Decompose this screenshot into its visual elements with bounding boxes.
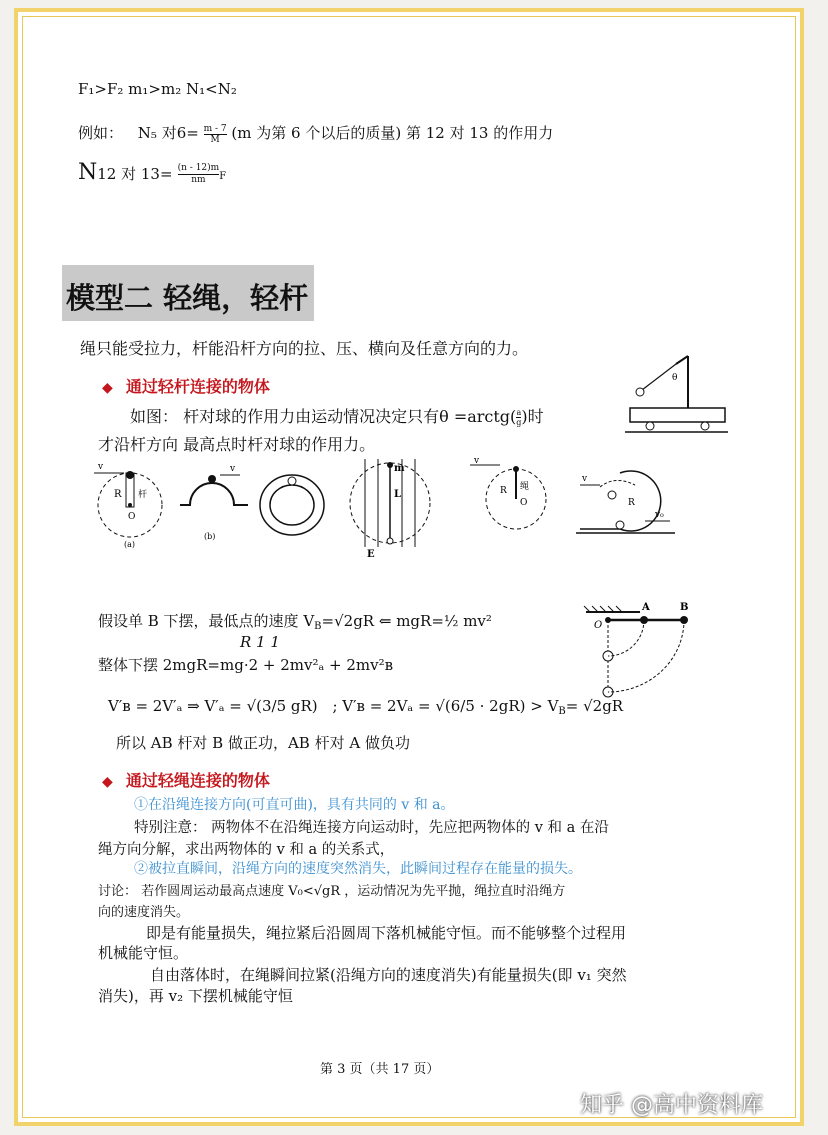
- n-symbol: N: [78, 160, 98, 185]
- label-v-rope: v: [474, 456, 480, 466]
- label-E: E: [367, 549, 375, 560]
- label-b: (b): [204, 532, 216, 541]
- label-v-track: v: [582, 474, 588, 484]
- label-A: A: [642, 602, 650, 613]
- section2-para-8: 消失)，再 v₂ 下摆机械能守恒: [98, 987, 293, 1005]
- derivation-line-3: 整体下摆 2mgR=mg·2 + 2mv²ₐ + 2mv²ʙ: [98, 656, 394, 674]
- diamond-bullet-icon: ◆: [102, 380, 113, 396]
- section2-para-7: 自由落体时，在绳瞬间拉紧(沿绳方向的速度消失)有能量损失(即 v₁ 突然: [150, 966, 627, 984]
- section2-para-3: 讨论： 若作圆周运动最高点速度 V₀<√gR ，运动情况为先平抛，绳拉直时沿绳方: [98, 884, 566, 899]
- diagram-rope: [470, 456, 546, 529]
- example-formula: N₅ 对6=: [137, 124, 199, 142]
- example-line: [78, 122, 553, 145]
- d4a: V′ʙ = 2V′ₐ ⇒ V′ₐ = √(3/5 gR): [108, 697, 318, 715]
- diagram-ring: [260, 475, 324, 535]
- example-prefix: 例如：: [78, 124, 124, 142]
- watermark: 知乎 @高中资料库: [580, 1093, 763, 1118]
- section1-para-2: 才沿杆方向 最高点时杆对球的作用力。: [98, 435, 376, 454]
- section1-title: 通过轻杆连接的物体: [125, 377, 270, 396]
- label-R-track: R: [628, 498, 635, 508]
- label-R-a: R: [114, 489, 122, 500]
- d4-sub: B: [558, 706, 566, 717]
- section2-bullet-1: ①在沿绳连接方向(可直可曲)，具有共同的 v 和 a。: [134, 797, 455, 813]
- section2-para-1: 特别注意： 两物体不在沿绳连接方向运动时，先应把两物体的 v 和 a 在沿: [134, 820, 609, 836]
- section1-p1-end: )时: [521, 407, 544, 426]
- derivation-line-1: [98, 610, 492, 632]
- section2-bullet-2: ②被拉直瞬间，沿绳方向的速度突然消失，此瞬间过程存在能量的损失。: [134, 861, 582, 877]
- diagram-track: [576, 471, 675, 533]
- derivation-line-2: R 1 1: [240, 633, 280, 651]
- ab-rod-diagram: [580, 598, 700, 700]
- frac-num: (n - 12)m: [177, 163, 220, 173]
- diagram-b: [180, 464, 248, 541]
- section2-para-5: 即是有能量损失，绳拉紧后沿圆周下落机械能守恒。而不能够整个过程用: [146, 924, 627, 942]
- section2-title: 通过轻绳连接的物体: [125, 771, 270, 790]
- label-m: m: [394, 463, 405, 474]
- example-fraction: $\frac{m - 7}{M}$: [203, 123, 227, 145]
- n12-formula: [78, 160, 226, 186]
- label-v-a: v: [98, 462, 104, 472]
- arctg-fraction: $\frac{a}{g}$: [516, 408, 522, 427]
- d1-sub: B: [314, 621, 322, 632]
- diagram-a: [94, 462, 162, 549]
- label-L: L: [394, 489, 402, 500]
- section1-para-1: [130, 404, 544, 427]
- label-O-ab: O: [594, 620, 603, 631]
- diamond-bullet-icon: ◆: [102, 774, 113, 790]
- n-subscript: 12 对 13=: [97, 165, 173, 183]
- frac-den: nm: [191, 175, 206, 185]
- label-v0: v₀: [655, 510, 664, 520]
- arctg-formula: θ =arctg(: [439, 407, 517, 426]
- label-B: B: [680, 602, 689, 613]
- derivation-conclusion: 所以 AB 杆对 B 做正功，AB 杆对 A 做负功: [116, 734, 410, 752]
- page-footer: 第 3 页（共 17 页）: [320, 1062, 440, 1077]
- force-F: F: [219, 171, 227, 182]
- label-gan: 杆: [138, 490, 148, 500]
- label-v-b: v: [230, 464, 236, 474]
- intro-text: 绳只能受拉力，杆能沿杆方向的拉、压、横向及任意方向的力。: [80, 339, 529, 358]
- d4d: = √2gR: [565, 697, 624, 715]
- n12-fraction: [178, 163, 220, 186]
- d4b: ; V′ʙ = 2Vₐ = √(6/5 · 2gR) > V: [332, 697, 559, 715]
- section1-p1-text: 如图： 杆对球的作用力由运动情况决定只有: [130, 407, 440, 426]
- motion-diagrams-row: [80, 455, 680, 570]
- derivation-line-4: [108, 697, 623, 717]
- section2-title-row: [102, 768, 270, 791]
- svg-text:θ: θ: [672, 373, 678, 383]
- label-O-a: O: [128, 512, 136, 522]
- section2-para-6: 机械能守恒。: [98, 944, 189, 962]
- label-a: (a): [124, 540, 136, 549]
- d1-half: ½ mv²: [443, 612, 492, 630]
- example-rest: (m 为第 6 个以后的质量) 第 12 对 13 的作用力: [231, 124, 554, 142]
- diagram-e-field: [350, 459, 430, 560]
- section-heading: 模型二 轻绳，轻杆: [66, 281, 309, 315]
- section2-para-4: 向的速度消失。: [98, 905, 190, 920]
- label-sheng: 绳: [520, 482, 530, 492]
- label-O-rope: O: [520, 498, 528, 508]
- label-R-rope: R: [500, 486, 507, 496]
- d1-text: 假设单 B 下摆，最低点的速度 V: [98, 612, 315, 630]
- section2-para-2: 绳方向分解，求出两物体的 v 和 a 的关系式，: [98, 842, 395, 858]
- d1-formula: =√2gR ⇐ mgR=: [321, 612, 444, 630]
- cart-pendulum-diagram: [620, 348, 730, 440]
- section1-title-row: [102, 374, 270, 397]
- formula-line-1: F₁>F₂ m₁>m₂ N₁<N₂: [78, 80, 237, 98]
